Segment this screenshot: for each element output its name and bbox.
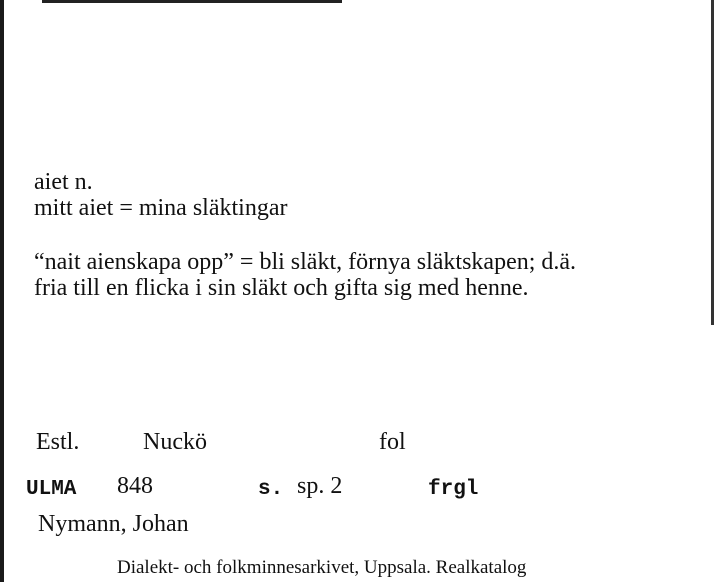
format: fol bbox=[379, 429, 406, 455]
headword: aiet n. bbox=[34, 169, 93, 195]
example-1: mitt aiet = mina släktingar bbox=[34, 195, 288, 221]
card-top-edge bbox=[42, 0, 342, 3]
archive-footer: Dialekt- och folkminnesarkivet, Uppsala. Realkatalog bbox=[117, 557, 527, 578]
archive-label: ULMA bbox=[26, 478, 77, 501]
parish: Nuckö bbox=[143, 429, 207, 455]
collector-name: Nymann, Johan bbox=[38, 511, 189, 537]
s-label: s. bbox=[258, 478, 284, 501]
example-2-line-2: fria till en flicka i sin släkt och gifta sig med henne. bbox=[34, 275, 529, 301]
archive-number: 848 bbox=[117, 473, 153, 499]
page-reference: sp. 2 bbox=[297, 473, 343, 499]
example-2-line-1: “nait aienskapa opp” = bli släkt, förnya släktskapen; d.ä. bbox=[34, 249, 577, 275]
card-left-edge bbox=[0, 0, 4, 582]
region: Estl. bbox=[36, 429, 80, 455]
record-type: frgl bbox=[428, 478, 479, 501]
